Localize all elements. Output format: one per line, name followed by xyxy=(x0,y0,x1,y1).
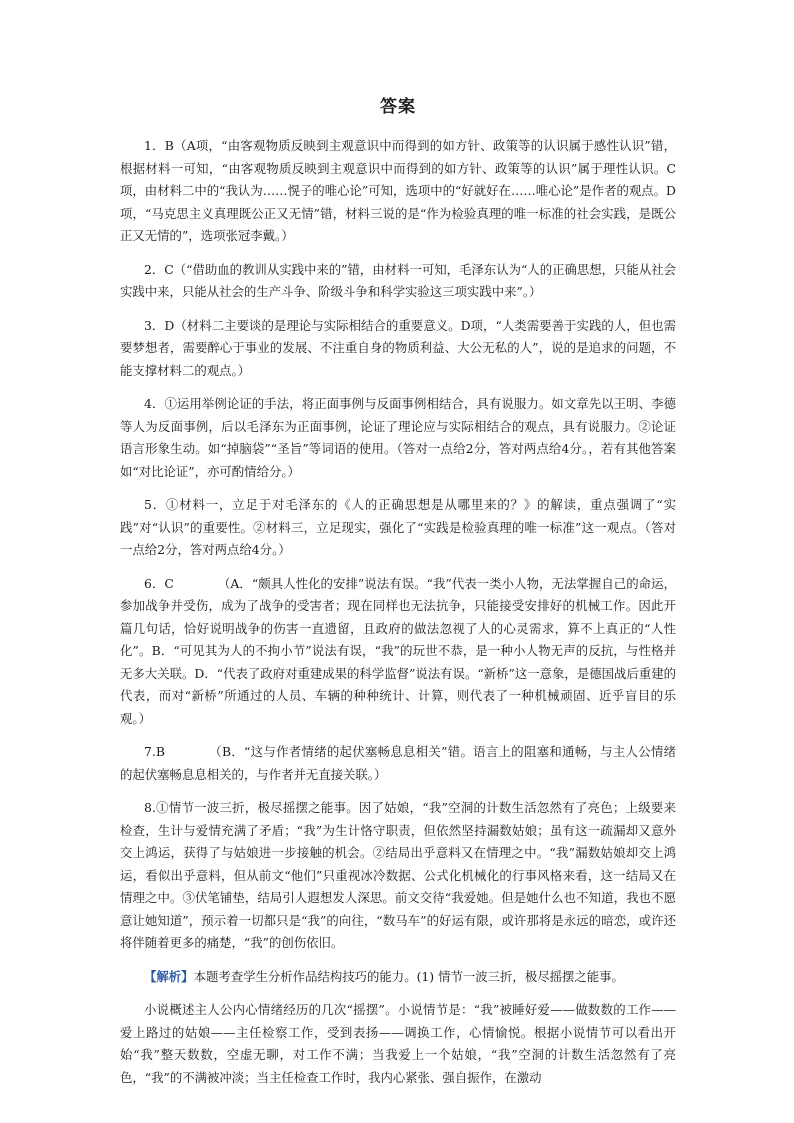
analysis xyxy=(120,966,676,989)
answer-6-number: 6．C xyxy=(144,575,174,591)
answer-6 xyxy=(120,573,676,731)
analysis-label: 【解析】 xyxy=(144,968,194,984)
page-title: 答案 xyxy=(380,97,416,117)
analysis-detail: 小说概述主人公内心情绪经历的几次“摇摆”。小说情节是：“我”被睡好爱——做数数的工作——爱上路过的姑娘——主任检察工作，受到表扬——调换工作，心情愉悦。根据小说情节可以看出开始“我”整天数数，空虚无聊，对工作不满；当我爱上一个姑娘，“我”空洞的计数生活忽然有了亮色，“我”的不满被冲淡；当主任检查工作时，我内心紧张、强自振作，在激动 xyxy=(120,1002,676,1085)
answer-8: 8.①情节一波三折，极尽摇摆之能事。因了姑娘，“我”空洞的计数生活忽然有了亮色；上级要来检查，生计与爱情充满了矛盾；“我”为生计恪守职责，但依然坚持漏数姑娘；虽有这一疏漏却又意外交上鸿运，获得了与姑娘进一步接触的机会。②结局出乎意料又在情理之中。“我”漏数姑娘却交上鸿运，看似出乎意料，但从前文“他们”只重视冰冷数据、公式化机械化的行事风格来看，这一结局又在情理之中。③伏笔铺垫，结局引人遐想发人深思。前文交待“我爱她。但是她什么也不知道，我也不愿意让她知道”，预示着一切都只是“我”的向往，“数马车”的好运有限，或许那将是永远的暗恋，或许还将伴随着更多的痛楚，“我”的创伤依旧。 xyxy=(120,800,676,950)
answer-7-number: 7.B xyxy=(144,744,165,759)
answer-4: 4．①运用举例论证的手法，将正面事例与反面事例相结合，具有说服力。如文章先以王明、李德等人为反面事例，后以毛泽东为正面事例，论证了理论应与实际相结合的观点，具有说服力。②论证语言形象生动。如“掉脑袋”“圣旨”等词语的使用。（答对一点给2分，答对两点给4分。，若有其他答案如“对比论证”，亦可酌情给分。） xyxy=(120,396,676,479)
answer-7 xyxy=(120,741,676,786)
analysis-text: 本题考查学生分析作品结构技巧的能力。(1) 情节一波三折，极尽摇摆之能事。 xyxy=(193,968,624,984)
answer-2: 2．C（“借助血的教训从实践中来的”错，由材料一可知，毛泽东认为“人的正确思想，只能从社会实践中来，只能从社会的生产斗争、阶级斗争和科学实验这三项实践中来”。） xyxy=(120,261,676,299)
answer-1: 1．B（A项，“由客观物质反映到主观意识中而得到的如方针、政策等的认识属于感性认识”错，根据材料一可知，“由客观物质反映到主观意识中而得到的如方针、政策等的认识”属于理性认识。C项，由材料二中的“我认为……愰子的唯心论”可知，选项中的“好就好在……唯心论”是作者的观点。D项，“马克思主义真理既公正又无情”错，材料三说的是“作为检验真理的唯一标准的社会实践，是既公正又无情的”，选项张冠李戴。） xyxy=(120,138,676,243)
answer-6-text: （A．“颇具人性化的安排”说法有误。“我”代表一类小人物，无法掌握自己的命运，参加战争并受伤，成为了战争的受害者；现在同样也无法抗争，只能接受安排好的机械工作。因此开篇几句话，恰好说明战争的伤害一直遗留，且政府的做法忽视了人的心灵需求，算不上真正的“人性化”。B．“可见其为人的不拘小节”说法有误，“我”的玩世不恭，是一种小人物无声的反抗，与性格并无多大关联。D．“代表了政府对重建成果的科学监督”说法有误。“新桥”这一意象，是德国战后重建的代表，而对“新桥”所通过的人员、车辆的种种统计、计算，则代表了一种机械顽固、近乎盲目的乐观。） xyxy=(120,575,676,726)
answer-5: 5．①材料一，立足于对毛泽东的《人的正确思想是从哪里来的？》的解读，重点强调了“实践”对“认识”的重要性。②材料三，立足现实，强化了“实践是检验真理的唯一标准”这一观点。（答对一点给2分，答对两点给4分。） xyxy=(120,497,676,557)
answer-7-text: （B．“这与作者情绪的起伏塞畅息息相关”错。语言上的阻塞和通畅，与主人公情绪的起伏塞畅息息相关的，与作者并无直接关联。） xyxy=(120,744,676,782)
answer-3: 3．D（材料二主要谈的是理论与实际相结合的重要意义。D项，“人类需要善于实践的人，但也需要梦想者，需要醉心于事业的发展、不注重自身的物质利益、大公无私的人”，说的是追求的问题，不能支撑材料二的观点。） xyxy=(120,317,676,378)
